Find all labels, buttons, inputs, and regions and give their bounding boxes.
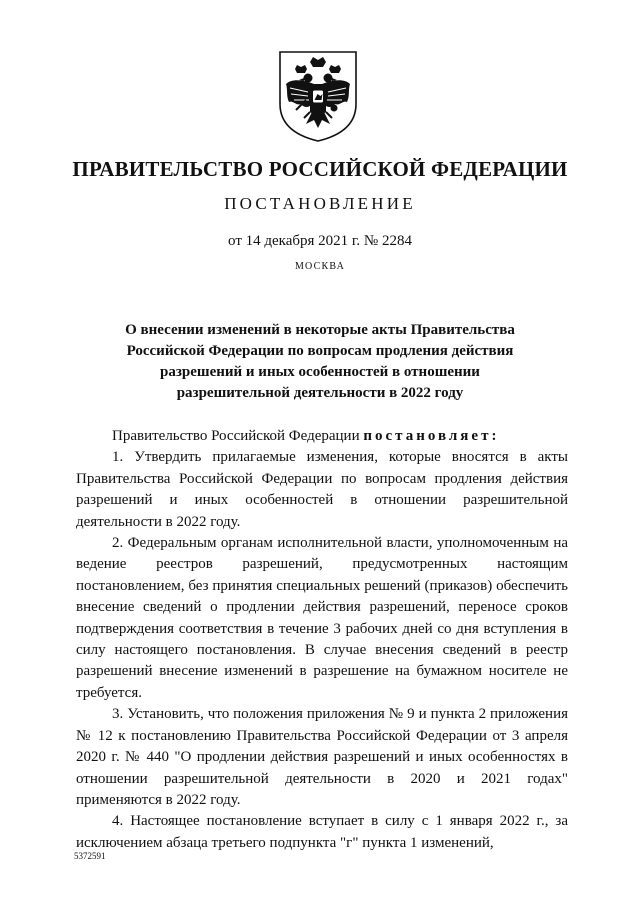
resolves-word: постановляет: [363,428,500,444]
paragraph-2: 2. Федеральным органам исполнительной власти, уполномоченным на ведение реестров разрешений, предусмотренных настоящим постановлением, без принятия специальных решений (приказов) обеспечить внесение сведений о продлении действия разрешений, переносе сроков подтверждения соответствия в течение 3 рабочих дней со дня вступления в силу настоящего постановления. В случае внесения сведений в реестр разрешений внесение изменений в разрешение на бумажном носителе не требуется. [76,535,568,701]
document-type: ПОСТАНОВЛЕНИЕ [224,194,416,213]
paragraph-4: 4. Настоящее постановление вступает в силу с 1 января 2022 г., за исключением абзаца третьего подпункта "г" пункта 1 изменений, [76,813,568,851]
paragraph-3: 3. Установить, что положения приложения № 9 и пункта 2 приложения № 12 к постановлению Правительства Российской Федерации от 3 апреля 2020 г. № 440 "О продлении действия разрешений и иных особенностях в отношении разрешительной деятельности в 2020 и 2021 годах" применяются в 2022 году. [76,706,568,808]
subject-line: О внесении изменений в некоторые акты Правительства [125,322,515,338]
city: МОСКВА [294,261,346,272]
subject-line: Российской Федерации по вопросам продления действия [126,343,514,359]
subject-line: разрешительной деятельности в 2022 году [176,385,464,401]
paragraph-1: 1. Утвердить прилагаемые изменения, которые вносятся в акты Правительства Российской Федерации по вопросам продления действия разрешений и иных особенностей в отношении разрешительной деятельности в 2022 году. [76,449,568,530]
footer-code: 5372591 [74,851,106,861]
document-body [76,426,568,854]
intro-text: Правительство Российской Федерации [112,428,360,444]
date-and-number: от 14 декабря 2021 г. № 2284 [228,233,412,249]
intro-paragraph [76,426,568,447]
russian-coat-of-arms-icon [274,48,362,144]
subject-line: разрешений и иных особенностей в отношении [160,364,480,380]
government-title: ПРАВИТЕЛЬСТВО РОССИЙСКОЙ ФЕДЕРАЦИИ [72,157,568,181]
document-subject [0,320,640,404]
